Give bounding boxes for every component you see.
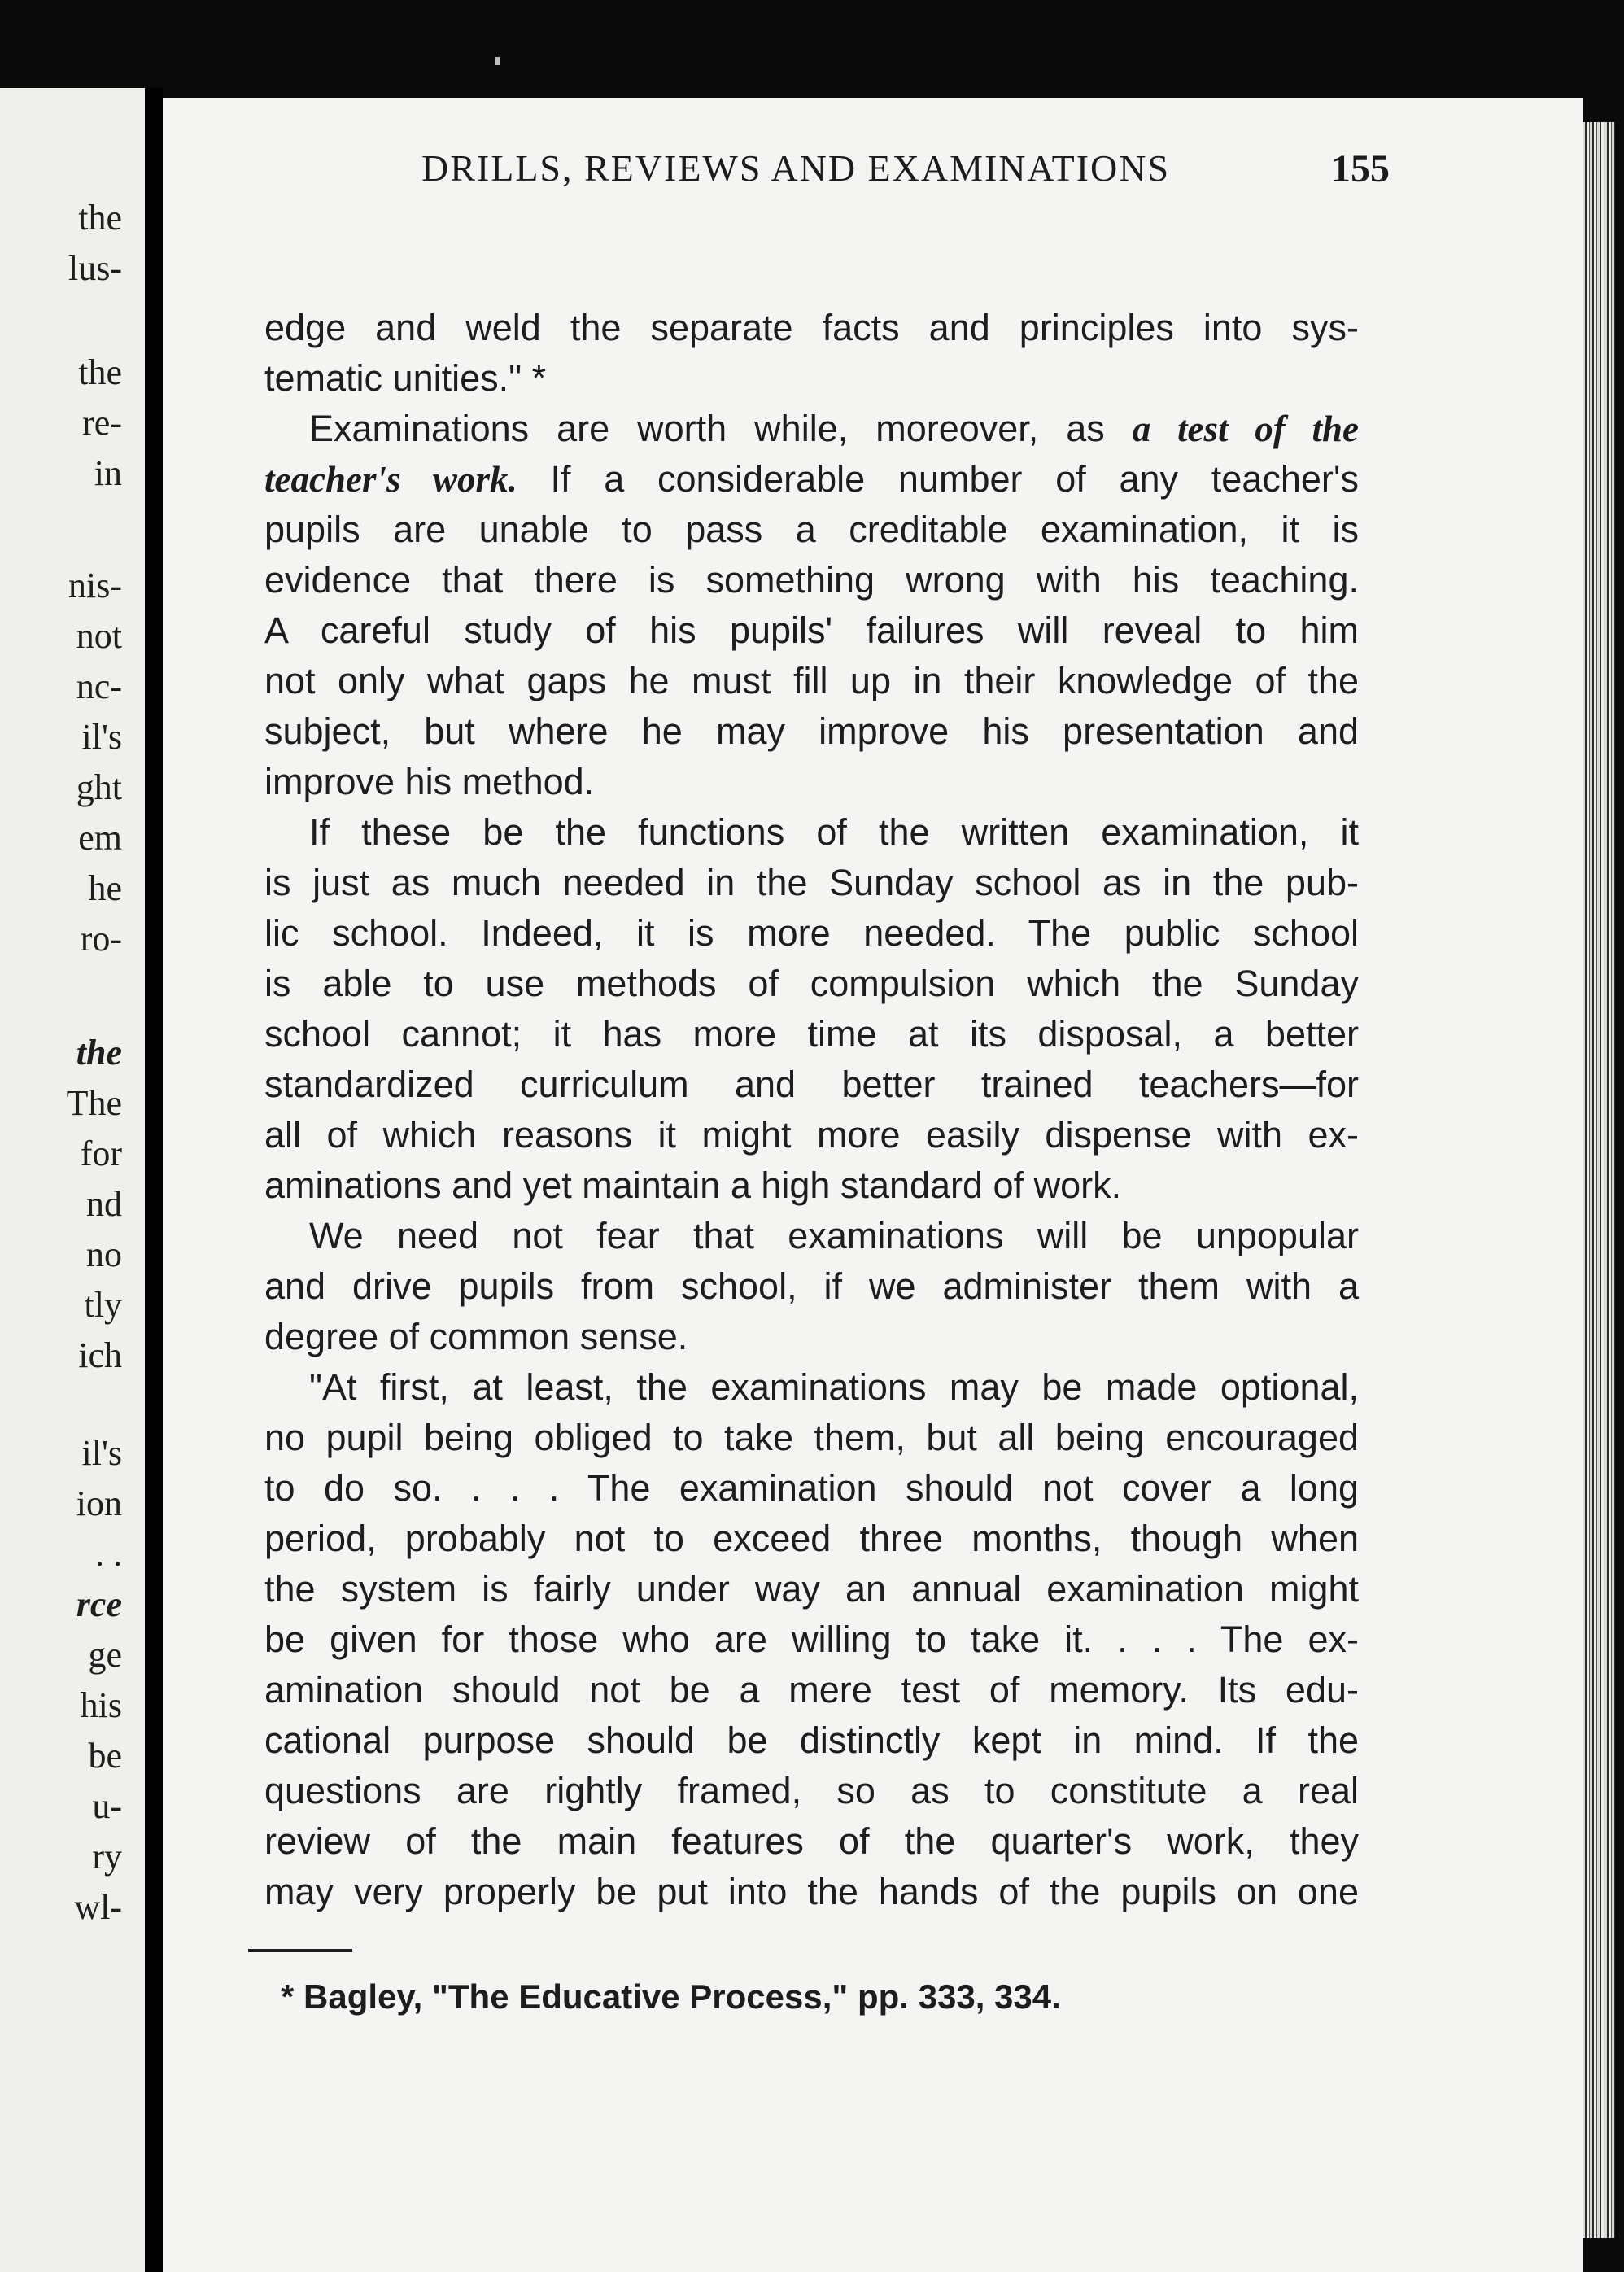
text-line: Examinations are worth while, moreover, as a test of the	[309, 408, 1359, 449]
text-line: school cannot; it has more time at its disposal, a better	[264, 1013, 1359, 1055]
text-line: lic school. Indeed, it is more needed. The public school	[264, 912, 1359, 954]
left-page-line: . .	[95, 1534, 122, 1574]
left-page-line: not	[76, 616, 122, 656]
left-page-line: wl-	[74, 1887, 122, 1927]
emphasis: teacher's work.	[264, 459, 517, 500]
left-page-line: re-	[82, 403, 122, 443]
left-page-line: no	[86, 1234, 122, 1274]
left-page-line: ion	[76, 1483, 122, 1523]
footnote: * Bagley, "The Educative Process," pp. 333, 334.	[281, 1977, 1061, 2016]
left-page-line: in	[94, 453, 122, 493]
text-line: aminations and yet maintain a high standard of work.	[264, 1164, 1122, 1206]
left-page-line: he	[88, 868, 122, 908]
left-page-line: ry	[92, 1837, 122, 1877]
text-line: all of which reasons it might more easily dispense with ex-	[264, 1114, 1359, 1156]
page-number: 155	[1331, 147, 1390, 190]
left-page-line: be	[88, 1736, 122, 1776]
left-page-line: u-	[92, 1786, 122, 1826]
left-page-line: ght	[76, 767, 122, 807]
left-page-line: the	[76, 1033, 122, 1073]
left-page-line: il's	[81, 1433, 122, 1473]
text-line: amination should not be a mere test of memory. Its edu-	[264, 1669, 1359, 1711]
text-line: no pupil being obliged to take them, but all being encouraged	[264, 1417, 1359, 1458]
left-page-line: for	[80, 1134, 122, 1173]
left-page-line: tly	[84, 1285, 122, 1325]
text-line: and drive pupils from school, if we administer them with a	[264, 1265, 1359, 1307]
body-text	[264, 303, 1359, 1917]
page-edge-stack	[1583, 122, 1615, 2238]
footnote-rule	[248, 1949, 352, 1952]
text-line: the system is fairly under way an annual examination might	[264, 1568, 1359, 1610]
text-line: cational purpose should be distinctly kept in mind. If the	[264, 1719, 1359, 1761]
text-line: to do so. . . . The examination should not cover a long	[264, 1467, 1359, 1509]
text-line: pupils are unable to pass a creditable examination, it is	[264, 509, 1359, 550]
left-page-line: ro-	[80, 919, 122, 959]
left-page-line: the	[78, 352, 122, 392]
previous-page-fragment	[0, 88, 145, 2272]
book-gutter	[145, 88, 163, 2272]
page-header	[259, 146, 1390, 195]
left-page-line: lus-	[68, 248, 122, 288]
running-head: DRILLS, REVIEWS AND EXAMINATIONS	[421, 147, 1171, 189]
text-line: review of the main features of the quarter's work, they	[264, 1820, 1359, 1862]
text-line: questions are rightly framed, so as to constitute a real	[264, 1770, 1359, 1811]
emphasis: a test of the	[1132, 409, 1359, 449]
scan-mark	[495, 57, 500, 65]
text-line: edge and weld the separate facts and principles into sys-	[264, 307, 1359, 348]
text-line: not only what gaps he must fill up in their knowledge of the	[264, 660, 1359, 701]
left-page-line: ich	[78, 1335, 122, 1375]
text-line: may very properly be put into the hands of the pupils on one	[264, 1871, 1359, 1912]
text-line: subject, but where he may improve his presentation and	[264, 710, 1359, 752]
text-line: tematic unities." *	[264, 357, 547, 399]
text-line: is just as much needed in the Sunday school as in the pub-	[264, 862, 1359, 903]
text-line: is able to use methods of compulsion which the Sunday	[264, 963, 1359, 1004]
text-line: standardized curriculum and better trained teachers—for	[264, 1064, 1359, 1105]
text-line: teacher's work. If a considerable number of any teacher's	[264, 458, 1359, 500]
left-page-line: The	[66, 1083, 122, 1123]
left-page-line: em	[78, 818, 122, 858]
left-page-line: rce	[76, 1584, 122, 1624]
text-line: improve his method.	[264, 761, 595, 802]
text-line: A careful study of his pupils' failures will reveal to him	[264, 610, 1359, 651]
left-page-line: il's	[81, 717, 122, 757]
left-page-line: his	[80, 1685, 122, 1725]
left-page-line: ge	[88, 1635, 122, 1675]
text-line: If these be the functions of the written examination, it	[309, 811, 1359, 853]
left-page-line: nis-	[68, 566, 122, 605]
text-line: period, probably not to exceed three months, though when	[264, 1518, 1359, 1559]
text-line: be given for those who are willing to take it. . . . The ex-	[264, 1619, 1359, 1660]
left-page-line: the	[78, 198, 122, 238]
text-line: degree of common sense.	[264, 1316, 688, 1357]
text-line: "At first, at least, the examinations may be made optional,	[309, 1366, 1359, 1408]
left-page-line: nd	[86, 1184, 122, 1224]
text-line: We need not fear that examinations will be unpopular	[309, 1215, 1359, 1256]
left-page-line: nc-	[76, 666, 122, 706]
text-line: evidence that there is something wrong with his teaching.	[264, 559, 1359, 601]
